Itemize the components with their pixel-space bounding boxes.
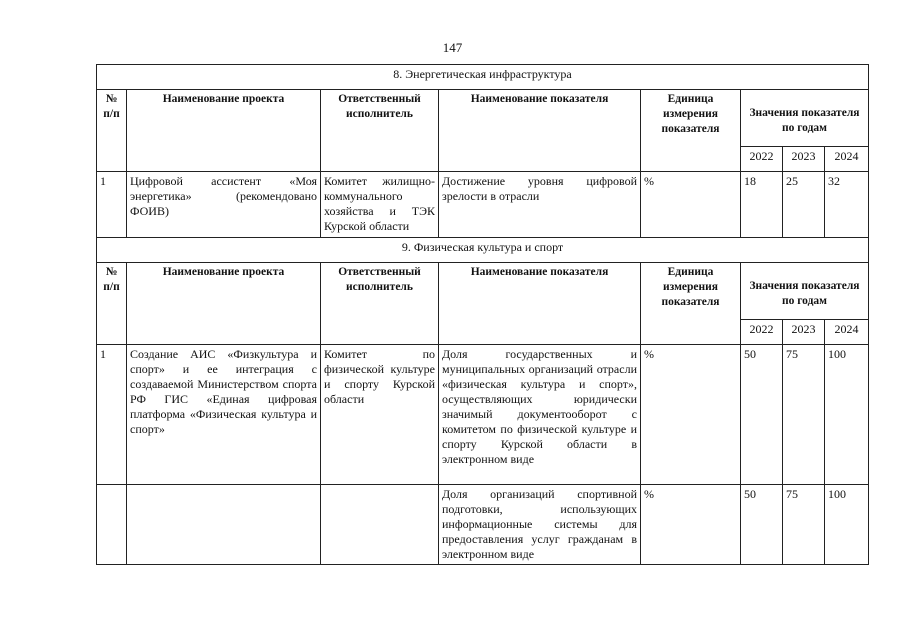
section-title-row [97, 65, 869, 90]
col-header-num: № п/п [97, 90, 127, 172]
value-2023: 25 [783, 172, 825, 238]
value-2022: 50 [741, 345, 783, 485]
table-row [97, 172, 869, 238]
year-cell: 2024 [825, 320, 869, 345]
value-2023: 75 [783, 345, 825, 485]
col-header-executor: Ответственный исполнитель [321, 263, 439, 345]
col-header-values: Значения показателя по годам [741, 90, 869, 147]
row-number: 1 [97, 345, 127, 485]
section-title: 8. Энергетическая инфраструктура [97, 65, 869, 90]
value-2024: 100 [825, 485, 869, 565]
value-2024: 100 [825, 345, 869, 485]
value-2023: 75 [783, 485, 825, 565]
unit-value: % [641, 485, 741, 565]
indicator-name: Достижение уровня цифровой зрелости в отрасли [439, 172, 641, 238]
indicators-table [96, 64, 869, 565]
col-header-unit: Единица измерения показателя [641, 263, 741, 345]
row-number: 1 [97, 172, 127, 238]
col-header-values: Значения показателя по годам [741, 263, 869, 320]
col-header-indicator: Наименование показателя [439, 90, 641, 172]
column-header-row [97, 90, 869, 147]
table-row [97, 345, 869, 485]
table-row [97, 485, 869, 565]
value-2022: 50 [741, 485, 783, 565]
unit-value: % [641, 345, 741, 485]
year-cell: 2022 [741, 320, 783, 345]
value-2022: 18 [741, 172, 783, 238]
section-title: 9. Физическая культура и спорт [97, 238, 869, 263]
value-2024: 32 [825, 172, 869, 238]
year-cell: 2022 [741, 147, 783, 172]
col-header-num: № п/п [97, 263, 127, 345]
section-title-row [97, 238, 869, 263]
page-number: 147 [442, 40, 463, 55]
project-name [127, 485, 321, 565]
unit-value: % [641, 172, 741, 238]
col-header-executor: Ответственный исполнитель [321, 90, 439, 172]
col-header-indicator: Наименование показателя [439, 263, 641, 345]
col-header-project: Наименование проекта [127, 263, 321, 345]
column-header-row [97, 263, 869, 320]
year-cell: 2023 [783, 147, 825, 172]
indicator-name: Доля государственных и муниципальных организаций отрасли «физическая культура и спорт», осуществляющих юридически значимый документооборот с комитетом по физической культуре и спорту Курской области в электронном виде [439, 345, 641, 485]
project-name: Цифровой ассистент «Моя энергетика» (рекомендовано ФОИВ) [127, 172, 321, 238]
col-header-project: Наименование проекта [127, 90, 321, 172]
indicator-name: Доля организаций спортивной подготовки, использующих информационные системы для предоставления услуг гражданам в электронном виде [439, 485, 641, 565]
row-number [97, 485, 127, 565]
executor-name: Комитет по физической культуре и спорту Курской области [321, 345, 439, 485]
executor-name [321, 485, 439, 565]
year-cell: 2023 [783, 320, 825, 345]
col-header-unit: Единица измерения показателя [641, 90, 741, 172]
year-cell: 2024 [825, 147, 869, 172]
executor-name: Комитет жилищно-коммунального хозяйства и ТЭК Курской области [321, 172, 439, 238]
project-name: Создание АИС «Физкультура и спорт» и ее интеграция с создаваемой Министерством спорта РФ ГИС «Единая цифровая платформа «Физическая культура и спорт» [127, 345, 321, 485]
